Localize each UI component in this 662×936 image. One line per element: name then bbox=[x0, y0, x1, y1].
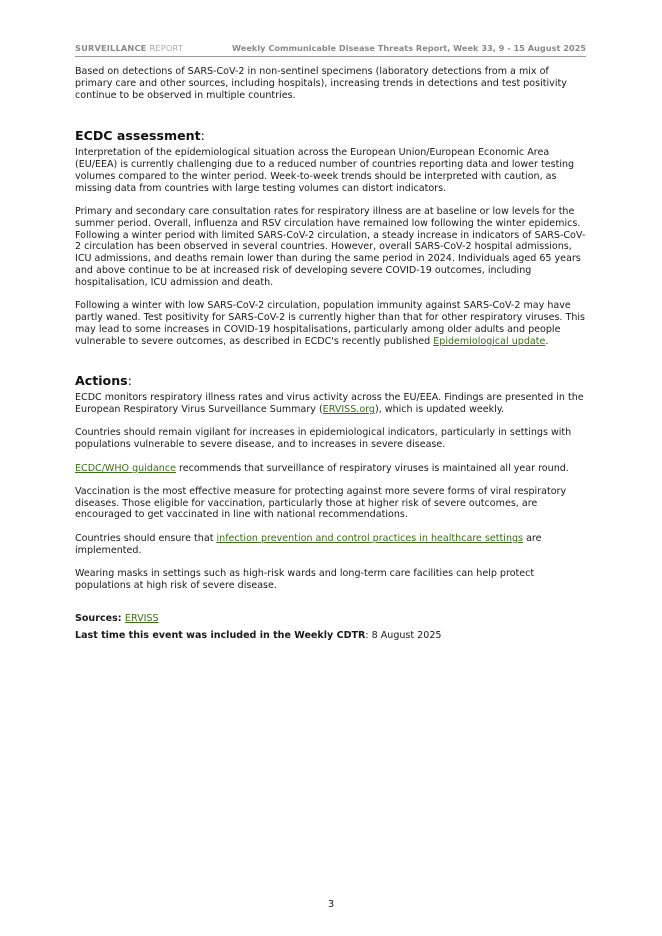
main-content bbox=[75, 66, 588, 642]
erviss-source-link[interactable]: ERVISS bbox=[124, 613, 159, 625]
header-section-bold: SURVEILLANCE bbox=[75, 43, 147, 53]
ipc-practices-link[interactable]: infection prevention and control practices in healthcare settings bbox=[216, 532, 524, 544]
actions-paragraph-4: Vaccination is the most effective measure for protecting against more severe forms of viral respiratory diseases. Those eligible for vaccination, particularly those at higher risk of severe outcomes, are encouraged to get vaccinated in line with national recommendations. bbox=[75, 485, 567, 521]
sources-line bbox=[75, 613, 588, 625]
assessment-paragraph-3-text: Following a winter with low SARS-CoV-2 circulation, population immunity against SARS-CoV-2 may have partly waned. Test positivity for SARS-CoV-2 is currently higher than that for other respiratory viruses. This may lead to some increases in COVID-19 hospitalisations, particularly among older adults and people vulnerable to severe outcomes, as described in ECDC's recently published bbox=[75, 300, 586, 347]
epidemiological-update-link[interactable]: Epidemiological update bbox=[433, 335, 546, 347]
actions-paragraph-5-end: are implemented. bbox=[75, 532, 542, 556]
header-section-light: REPORT bbox=[149, 43, 184, 53]
actions-paragraph-3-text: recommends that surveillance of respiratory viruses is maintained all year round. bbox=[175, 462, 569, 474]
actions-heading bbox=[75, 373, 588, 388]
heading-colon: : bbox=[200, 128, 205, 144]
sources-label: Sources bbox=[75, 613, 118, 625]
page-header bbox=[75, 42, 586, 57]
actions-paragraph-1-text: ECDC monitors respiratory illness rates and virus activity across the EU/EEA. Findings are presented in the European Respiratory Virus Surveillance Summary ( bbox=[75, 392, 584, 416]
actions-paragraph-6: Wearing masks in settings such as high-risk wards and long-term care facilities can help protect populations at high risk of severe disease. bbox=[75, 567, 535, 591]
actions-paragraph-1-end: ), which is updated weekly. bbox=[374, 404, 505, 416]
header-section-label bbox=[75, 43, 183, 53]
last-included-label: Last time this event was included in the Weekly CDTR bbox=[75, 630, 366, 642]
actions-paragraph-5-text: Countries should ensure that bbox=[75, 532, 217, 544]
erviss-org-link[interactable]: ERVISS.org bbox=[322, 404, 375, 416]
actions-paragraph-2: Countries should remain vigilant for increases in epidemiological indicators, particularly in settings with populations vulnerable to severe disease, and to increases in severe disease. bbox=[75, 427, 572, 451]
ecdc-who-guidance-link[interactable]: ECDC/WHO guidance bbox=[75, 462, 176, 474]
ecdc-assessment-heading bbox=[75, 128, 588, 143]
page-number: 3 bbox=[327, 899, 335, 910]
actions-heading-text: Actions bbox=[75, 373, 128, 389]
actions-paragraph-1 bbox=[75, 392, 588, 416]
last-included-line bbox=[75, 630, 588, 642]
sources-colon: : bbox=[117, 613, 125, 625]
header-report-title: Weekly Communicable Disease Threats Report, Week 33, 9 - 15 August 2025 bbox=[232, 43, 586, 53]
actions-paragraph-3 bbox=[75, 463, 588, 475]
assessment-paragraph-3-end: . bbox=[545, 335, 549, 347]
last-included-colon: : bbox=[365, 630, 372, 642]
actions-paragraph-5 bbox=[75, 533, 588, 557]
assessment-paragraph-2: Primary and secondary care consultation rates for respiratory illness are at baseline or low levels for the summer period. Overall, influenza and RSV circulation have remained low following the winter epidemics. Following a winter period with limited SARS-CoV-2 circulation, a steady increase in indicators of SARS-CoV-2 circulation has been observed in several countries. However, overall SARS-CoV-2 hospital admissions, ICU admissions, and deaths remain lower than during the same period in 2024. Individuals aged 65 years and above continue to be at increased risk of developing severe COVID-19 outcomes, including hospitalisation, ICU admission and death. bbox=[75, 206, 586, 288]
last-included-date: 8 August 2025 bbox=[371, 630, 442, 642]
intro-paragraph: Based on detections of SARS-CoV-2 in non-sentinel specimens (laboratory detections from a mix of primary care and other sources, including hospitals), increasing trends in detections and test positivity continue to be observed in multiple countries. bbox=[75, 66, 567, 101]
heading-colon: : bbox=[127, 373, 132, 389]
ecdc-assessment-heading-text: ECDC assessment bbox=[75, 128, 201, 144]
assessment-paragraph-3 bbox=[75, 300, 588, 347]
assessment-paragraph-1: Interpretation of the epidemiological situation across the European Union/European Economic Area (EU/EEA) is currently challenging due to a reduced number of countries reporting data and lower testing volumes compared to the winter period. Week-to-week trends should be interpreted with caution, as missing data from countries with large testing volumes can distort indicators. bbox=[75, 147, 575, 194]
